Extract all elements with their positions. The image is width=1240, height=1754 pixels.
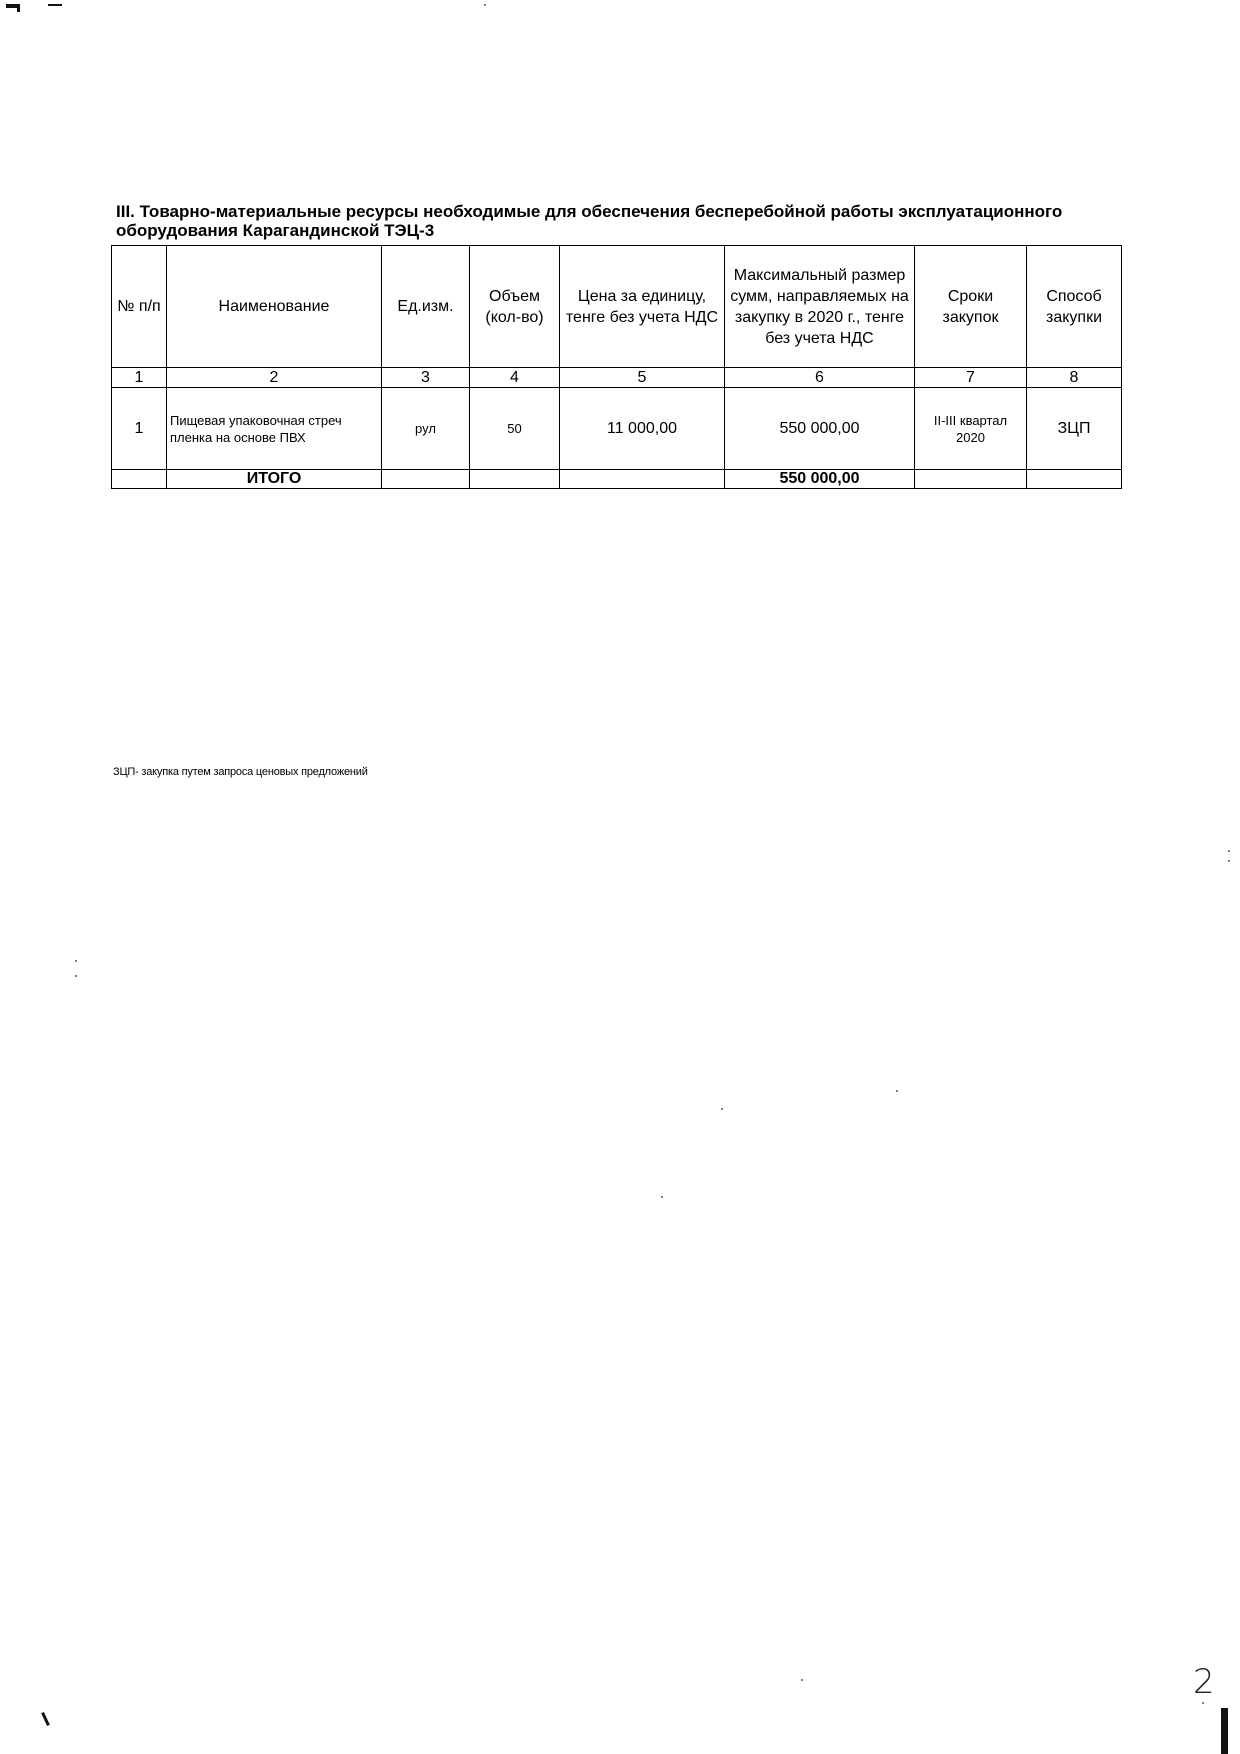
total-empty: [382, 470, 470, 489]
scan-mark-top-corner: [48, 4, 62, 6]
total-empty: [1027, 470, 1122, 489]
procurement-table: [111, 245, 1122, 489]
total-empty: [915, 470, 1027, 489]
scan-speck: [75, 960, 77, 962]
scan-speck: [801, 1679, 803, 1681]
header-row: [112, 246, 1122, 368]
scan-speck: [896, 1090, 898, 1092]
total-label: ИТОГО: [167, 470, 382, 489]
scan-speck: [1228, 850, 1230, 852]
column-number: 4: [470, 368, 560, 388]
total-empty: [470, 470, 560, 489]
scan-speck: [75, 975, 77, 977]
total-empty: [560, 470, 725, 489]
scan-mark-top-left-tick: [17, 4, 20, 12]
column-number: 6: [725, 368, 915, 388]
row-qty: 50: [470, 388, 560, 470]
scan-speck: [1202, 1702, 1204, 1704]
scan-speck: [661, 1196, 663, 1198]
row-unit: рул: [382, 388, 470, 470]
column-number: 7: [915, 368, 1027, 388]
header-name: Наименование: [167, 246, 382, 368]
column-number: 3: [382, 368, 470, 388]
header-unit: Ед.изм.: [382, 246, 470, 368]
section-heading: III. Товарно-материальные ресурсы необходимые для обеспечения бесперебойной работы эксплуатационного оборудования Карагандинской ТЭЦ-3: [116, 202, 1063, 240]
total-row: [112, 470, 1122, 489]
row-price: 11 000,00: [560, 388, 725, 470]
column-number: 1: [112, 368, 167, 388]
header-qty: Объем (кол-во): [470, 246, 560, 368]
row-num: 1: [112, 388, 167, 470]
header-period: Сроки закупок: [915, 246, 1027, 368]
row-method: ЗЦП: [1027, 388, 1122, 470]
header-price: Цена за единицу, тенге без учета НДС: [560, 246, 725, 368]
scan-mark-bottom-right: [1221, 1708, 1228, 1754]
header-num: № п/п: [112, 246, 167, 368]
row-period: II-III квартал 2020: [915, 388, 1027, 470]
header-method: Способ закупки: [1027, 246, 1122, 368]
column-number: 8: [1027, 368, 1122, 388]
row-max-sum: 550 000,00: [725, 388, 915, 470]
total-empty: [112, 470, 167, 489]
page-number: 2: [1193, 1662, 1215, 1702]
table-row: [112, 388, 1122, 470]
scan-speck: [484, 4, 486, 6]
scan-mark-bottom-left: [41, 1712, 50, 1726]
scan-speck: [721, 1108, 723, 1110]
column-number-row: [112, 368, 1122, 388]
footnote: ЗЦП- закупка путем запроса ценовых предложений: [113, 766, 368, 778]
column-number: 5: [560, 368, 725, 388]
row-name: Пищевая упаковочная стреч пленка на основе ПВХ: [167, 388, 382, 470]
scan-speck: [1228, 860, 1230, 862]
total-max-sum: 550 000,00: [725, 470, 915, 489]
column-number: 2: [167, 368, 382, 388]
header-max-sum: Максимальный размер сумм, направляемых на закупку в 2020 г., тенге без учета НДС: [725, 246, 915, 368]
